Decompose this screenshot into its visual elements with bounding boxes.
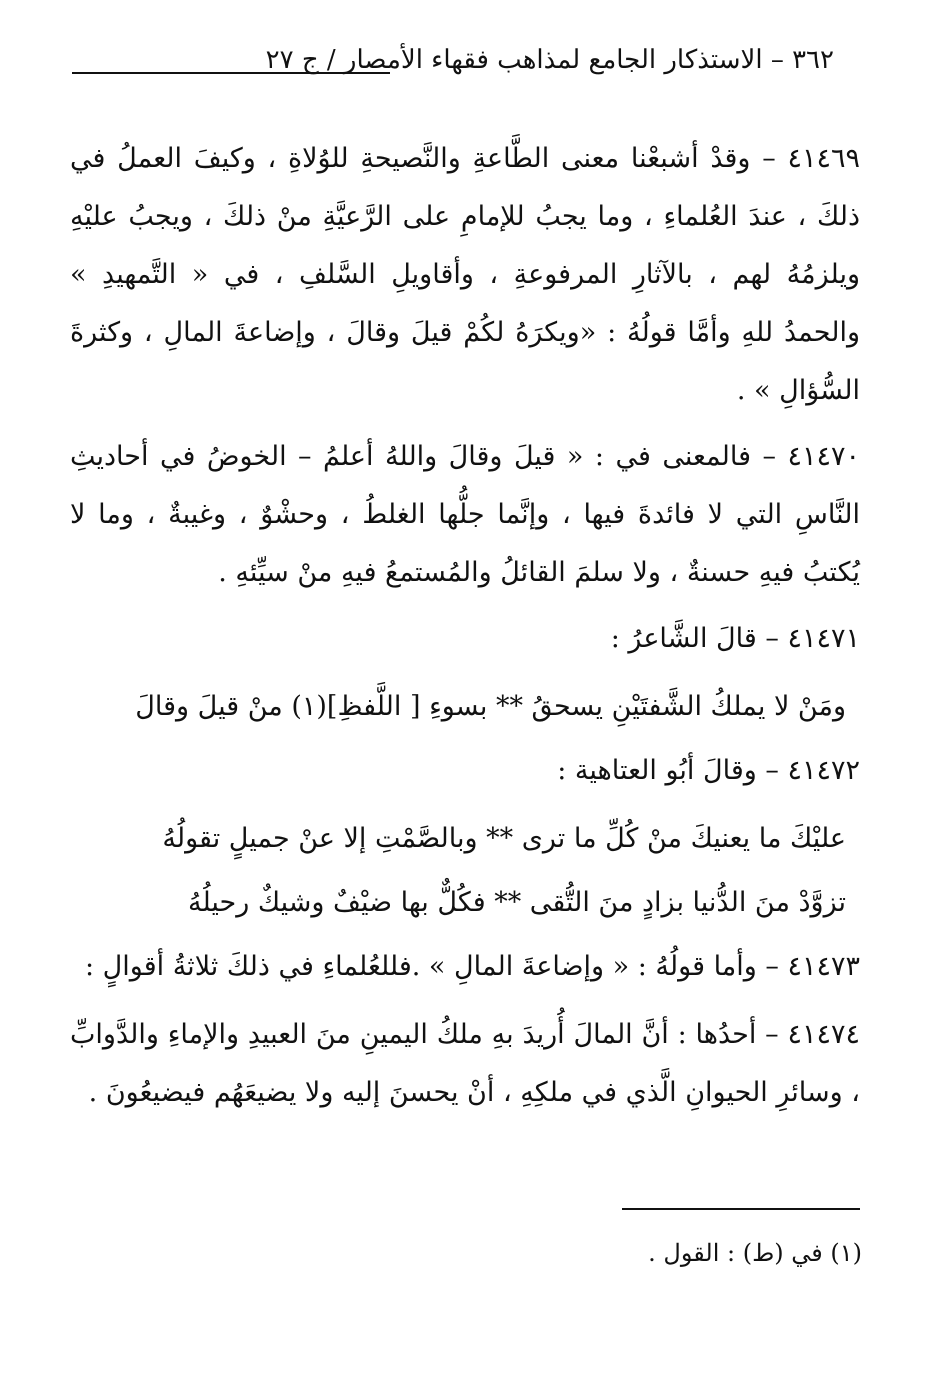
paragraph-41473: ٤١٤٧٣ – وأما قولُهُ : « وإضاعةَ المالِ » .فللعُلماءِ في ذلكَ ثلاثةُ أقوالٍ : [84, 951, 860, 982]
verse-line-2b: تزوَّدْ منَ الدُّنيا بزادٍ منَ التُّقى ** فكُلٌّ بها ضيْفٌ وشيكٌ رحيلُهُ [187, 887, 846, 918]
running-header: ٣٦٢ – الاستذكار الجامع لمذاهب فقهاء الأمصار / ج ٢٧ [265, 45, 834, 75]
paragraph-41471: ٤١٤٧١ – قالَ الشَّاعرُ : [610, 623, 860, 654]
footnote: (١) في (ط) : القول . [648, 1239, 862, 1267]
paragraph-41474: ٤١٤٧٤ – أحدُها : أنَّ المالَ أُريدَ بهِ ملكُ اليمينِ منَ العبيدِ والإماءِ والدَّوابِّ ، وسائرِ الحيوانِ الَّذي في ملكِهِ ، أنْ يحسنَ إليه ولا يضيعَهُم فيضيعُونَ . [70, 1019, 860, 1108]
verse-line-1: ومَنْ لا يملكُ الشَّفتَيْنِ يسحقُ ** بسوءِ [ اللَّفظِ](١) منْ قيلَ وقالَ [135, 691, 846, 722]
paragraph-41470: ٤١٤٧٠ – فالمعنى في : « قيلَ وقالَ واللهُ أعلمُ – الخوضُ في أحاديثِ النَّاسِ التي لا فائدةَ فيها ، وإنَّما جلُّها الغلطُ ، وحشْوٌ ، وغيبةٌ ، وما لا يُكتبُ فيهِ حسنةٌ ، ولا سلمَ القائلُ والمُستمعُ فيهِ منْ سيِّئهِ . [70, 441, 860, 588]
paragraph-41469: ٤١٤٦٩ – وقدْ أشبعْنا معنى الطَّاعةِ والنَّصيحةِ للوُلاةِ ، وكيفَ العملُ في ذلكَ ، عندَ العُلماءِ ، وما يجبُ للإمامِ على الرَّعيَّةِ منْ ذلكَ ، ويجبُ عليْهِ ويلزمُهُ لهم ، بالآثارِ المرفوعةِ ، وأقاويلِ السَّلفِ ، في « التَّمهيدِ » والحمدُ للهِ وأمَّا قولُهُ : «ويكرَهُ لكُمْ قيلَ وقالَ ، وإضاعةَ المالِ ، وكثرةَ السُّؤالِ » . [70, 143, 860, 406]
paragraph-41472: ٤١٤٧٢ – وقالَ أبُو العتاهية : [557, 755, 860, 786]
verse-line-2a: عليْكَ ما يعنيكَ منْ كُلِّ ما ترى ** وبالصَّمْتِ إلا عنْ جميلٍ تقولُهُ [162, 823, 846, 854]
main-text [70, 130, 860, 1130]
header-rule [72, 72, 390, 74]
footnote-rule [622, 1208, 860, 1210]
